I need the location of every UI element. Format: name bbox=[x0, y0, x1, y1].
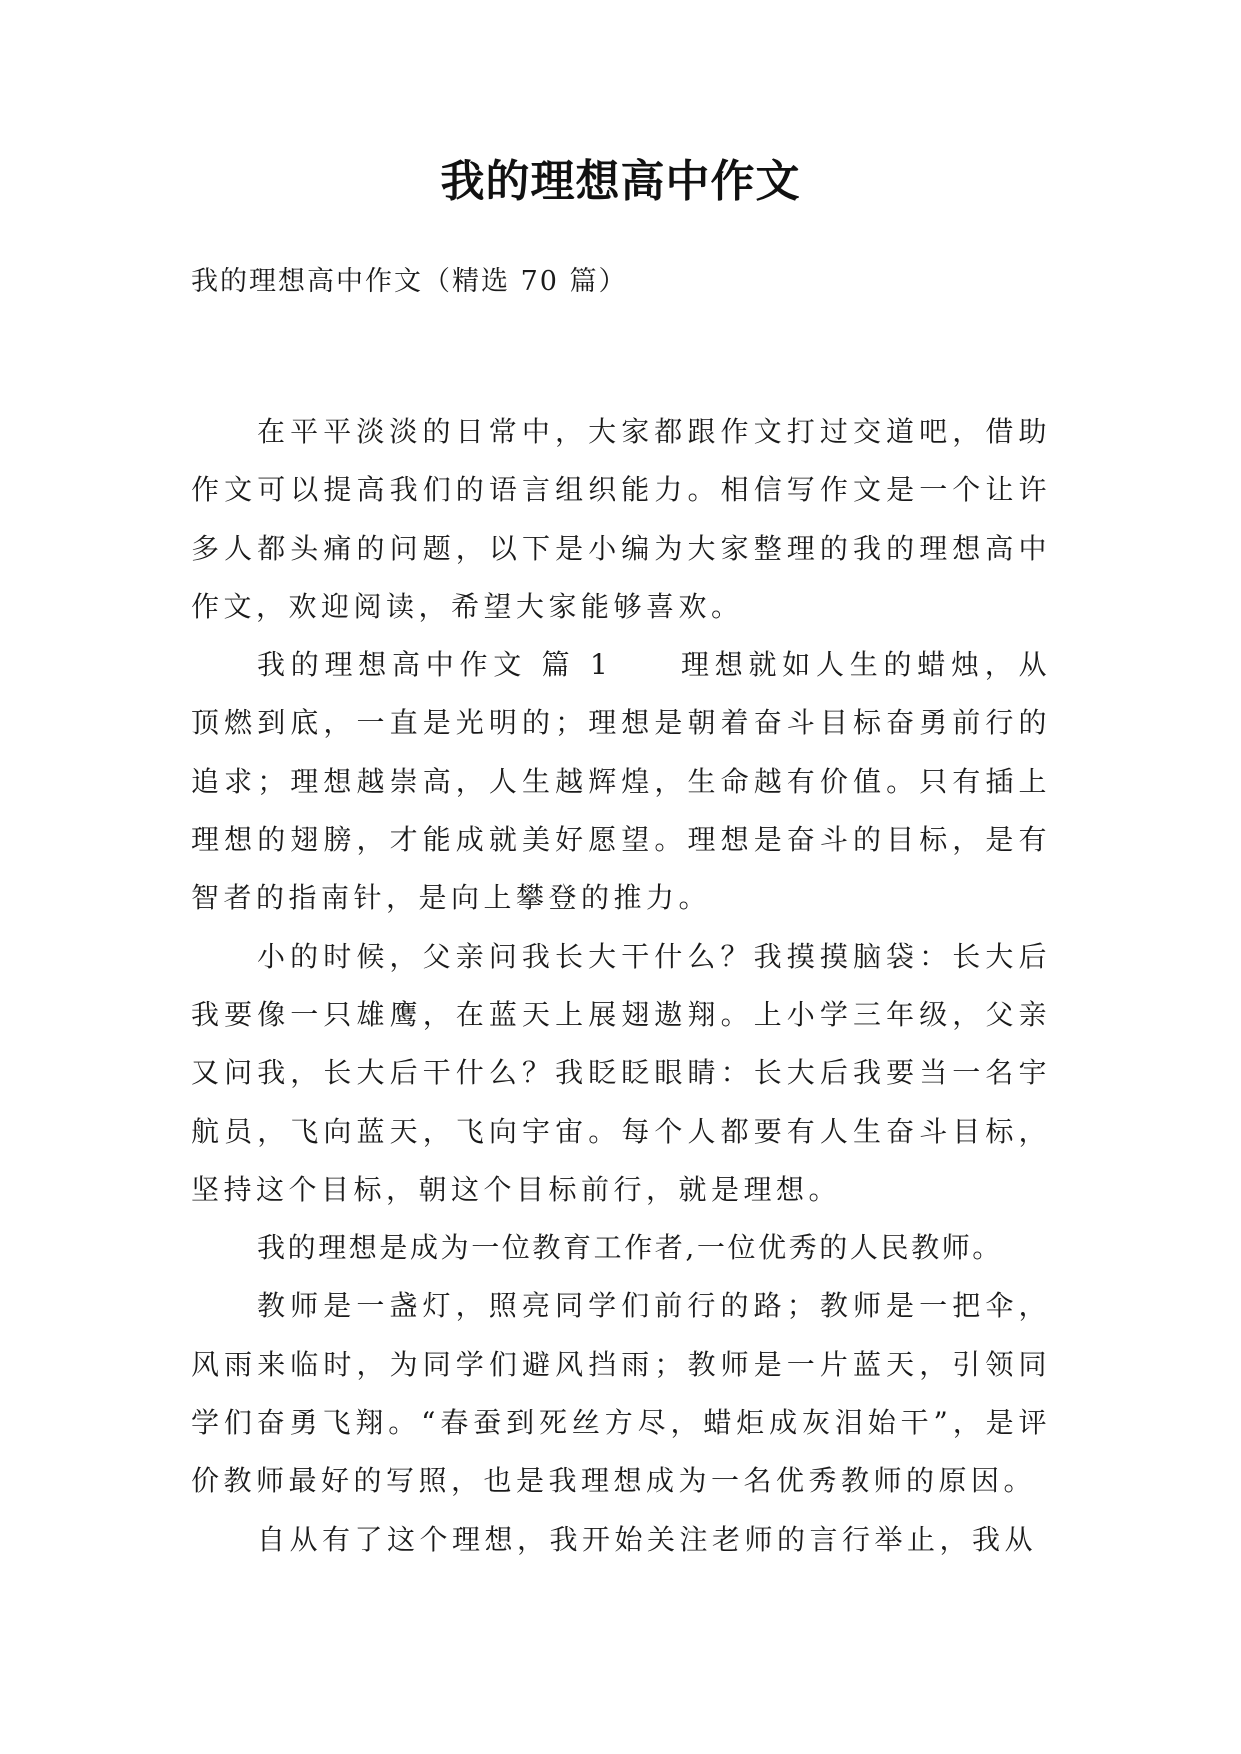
paragraph-intro: 在平平淡淡的日常中，大家都跟作文打过交道吧，借助作文可以提高我们的语言组织能力。相信写作文是一个让许多人都头痛的问题，以下是小编为大家整理的我的理想高中作文，欢迎阅读，希望大家能够喜欢。 bbox=[191, 415, 1051, 623]
document-body bbox=[191, 403, 1051, 1569]
paragraph-childhood: 小的时候，父亲问我长大干什么？我摸摸脑袋：长大后我要像一只雄鹰，在蓝天上展翅遨翔。上小学三年级，父亲又问我，长大后干什么？我眨眨眼睛：长大后我要当一名宇航员，飞向蓝天，飞向宇宙。每个人都要有人生奋斗目标，坚持这个目标，朝这个目标前行，就是理想。 bbox=[191, 939, 1051, 1206]
document-subtitle: 我的理想高中作文（精选 70 篇） bbox=[191, 266, 628, 297]
paragraph-teacher-ideal: 我的理想是成为一位教育工作者,一位优秀的人民教师。 bbox=[257, 1231, 1003, 1265]
document-title: 我的理想高中作文 bbox=[440, 156, 801, 207]
paragraph-essay-1-opening: 我的理想高中作文 篇 1 理想就如人生的蜡烛，从顶燃到底，一直是光明的；理想是朝着奋斗目标奋勇前行的追求；理想越崇高，人生越辉煌，生命越有价值。只有插上理想的翅膀，才能成就美好愿望。理想是奋斗的目标，是有智者的指南针，是向上攀登的推力。 bbox=[191, 648, 1051, 915]
paragraph-teacher-metaphor: 教师是一盏灯，照亮同学们前行的路；教师是一把伞，风雨来临时，为同学们避风挡雨；教师是一片蓝天，引领同学们奋勇飞翔。“春蚕到死丝方尽，蜡炬成灰泪始干”，是评价教师最好的写照，也是我理想成为一名优秀教师的原因。 bbox=[191, 1289, 1051, 1498]
paragraph-continuation: 自从有了这个理想，我开始关注老师的言行举止，我从 bbox=[257, 1522, 1038, 1556]
